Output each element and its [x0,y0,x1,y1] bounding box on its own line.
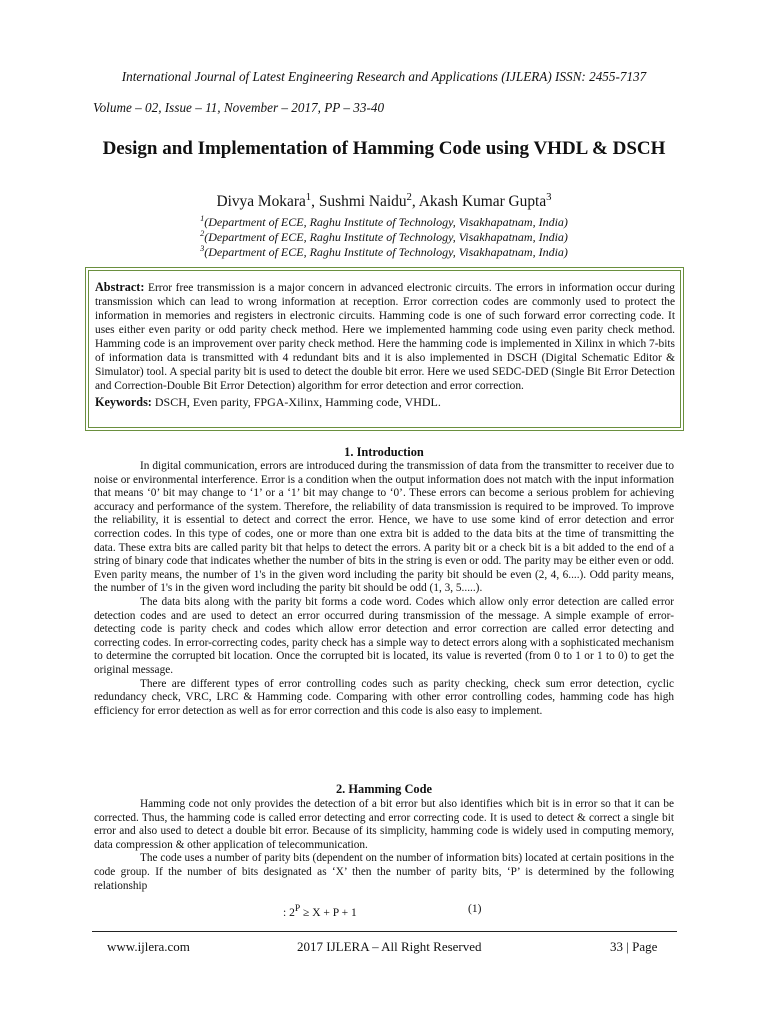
keywords-label: Keywords: [95,395,152,409]
equation-number: (1) [468,903,482,915]
introduction-body [94,460,674,718]
paragraph: The code uses a number of parity bits (dependent on the number of information bits) located at certain positions in the code group. If the number of bits designated as ‘X’ then the number of parity bits, ‘P’ is determined by the following relationship [94,852,674,892]
author-sup: 3 [546,191,552,203]
footer-url: www.ijlera.com [107,939,190,954]
equation [283,903,357,919]
affiliation-sup: 1 [200,214,205,223]
hamming-code-body [94,798,674,893]
footer-copyright: 2017 IJLERA – All Right Reserved [297,939,482,954]
keywords-text: DSCH, Even parity, FPGA-Xilinx, Hamming code, VHDL. [154,395,441,409]
author-list: Divya Mokara$^1$, Sushmi Naidu$^2$, Akash Kumar Gupta$^3$ [216,191,552,211]
abstract-text: Error free transmission is a major concern in advanced electronic circuits. The errors in information occur during transmission which can lead to wrong information at reception. Error correction codes are commonly used to protect the information in memories and registers in electronic circuits. Hamming code is one of such forward error correcting code. It uses either even parity or odd parity check method. Here we implemented hamming code using even parity check method. Hamming code is an improvement over parity check method. Here the hamming code is implemented in Xilinx in which 7-bits of information data is transmitted with 4 redundant bits and it is also implemented in DSCH (Digital Schematic Editor & Simulator) tool. A special parity bit is used to detect the double bit error. Here we used SEDC-DED (Single Bit Error Detection and Correction-Double Bit Error Detection) algorithm for error detection and error correction. [95,282,675,392]
paragraph: In digital communication, errors are introduced during the transmission of data from the transmitter to receiver due to noise or environmental interference. Error is a condition when the output information does not match with the input information that means ‘0’ bit may change to ‘1’ or a ‘1’ bit may change to ‘0’. These errors can become a serious problem for achieving accuracy and performance of the system. Therefore, the reliability of data transmission is required to be improved. To improve the reliability, it is essential to detect and correct the error. Hence, we have to use some kind of error detection and error correction codes. In this type of codes, one or more than one extra bit is added to the data bits at the time of transmitting the data. These extra bits are called parity bit that helps to detect the errors. A parity bit or a check bit is a bit added to the end of a string of binary code that indicates whether the number of bits in the string is even or odd. The parity may be either even or odd. Even parity means, the number of 1's in the given word including the parity bit should be even (2, 4, 6....). Odd parity means, the number of 1's in the given word including the parity bit should be odd (1, 3, 5.....). [94,460,674,595]
affiliation-text: (Department of ECE, Raghu Institute of Technology, Visakhapatnam, India) [204,245,568,259]
equation-rest: ≥ X + P + 1 [300,906,357,919]
author-sup: 2 [406,191,412,203]
author-name: Sushmi Naidu [318,193,407,211]
equation-prefix: : 2 [283,906,295,919]
paragraph: The data bits along with the parity bit forms a code word. Codes which allow only error detection are called error detection codes and are used to detect an error occurred during transmission of the message. A simple example of error-detecting code is parity check and codes which allow error detection and error correction are called error detecting and correcting codes. In error-correcting codes, parity check has a simple way to detect errors along with a sophisticated mechanism to determine the corrupted bit location. Once the corrupted bit is located, its value is reverted (from 0 to 1 or 1 to 0) to get the original message. [94,595,674,676]
section-heading-hamming-code: 2. Hamming Code [335,782,433,796]
volume-info: Volume – 02, Issue – 11, November – 2017, PP – 33-40 [93,100,385,115]
author-name: Akash Kumar Gupta [418,193,547,211]
author-name: Divya Mokara [216,193,306,211]
footer-divider [92,931,677,932]
affiliation [0,242,768,259]
footer-page-number: 33 | Page [610,939,658,954]
abstract-label: Abstract: [95,280,145,294]
section-heading-introduction: 1. Introduction [344,445,424,459]
paragraph: There are different types of error controlling codes such as parity checking, check sum error detection, cyclic redundancy check, VRC, LRC & Hamming code. Comparing with other error controlling codes, hamming code has high efficiency for error detection as well as for error correction and this code is also easy to implement. [94,677,674,717]
abstract-box [85,267,684,431]
affiliation-text: (Department of ECE, Raghu Institute of Technology, Visakhapatnam, India) [204,230,568,244]
affiliation-sup: 2 [200,229,205,238]
abstract-content [95,280,675,409]
abstract-paragraph [95,280,675,393]
paper-title: Design and Implementation of Hamming Code using VHDL & DSCH [102,138,666,159]
equation-sup: P [294,903,301,914]
affiliation-sup: 3 [200,244,205,253]
author-sup: 1 [305,191,312,203]
paragraph: Hamming code not only provides the detection of a bit error but also identifies which bit is in error so that it can be corrected. Thus, the hamming code is called error detecting and error correcting code. It is used to detect & correct a single bit error and also used to detect a double bit error. Because of its simplicity, hamming code is widely used in computing memory, data compression & other application of telecommunication. [94,798,674,851]
keywords-line [95,395,675,409]
affiliation-text: (Department of ECE, Raghu Institute of Technology, Visakhapatnam, India) [204,215,568,229]
journal-header: International Journal of Latest Engineering Research and Applications (IJLERA) ISSN: 2455-7137 [121,69,647,84]
